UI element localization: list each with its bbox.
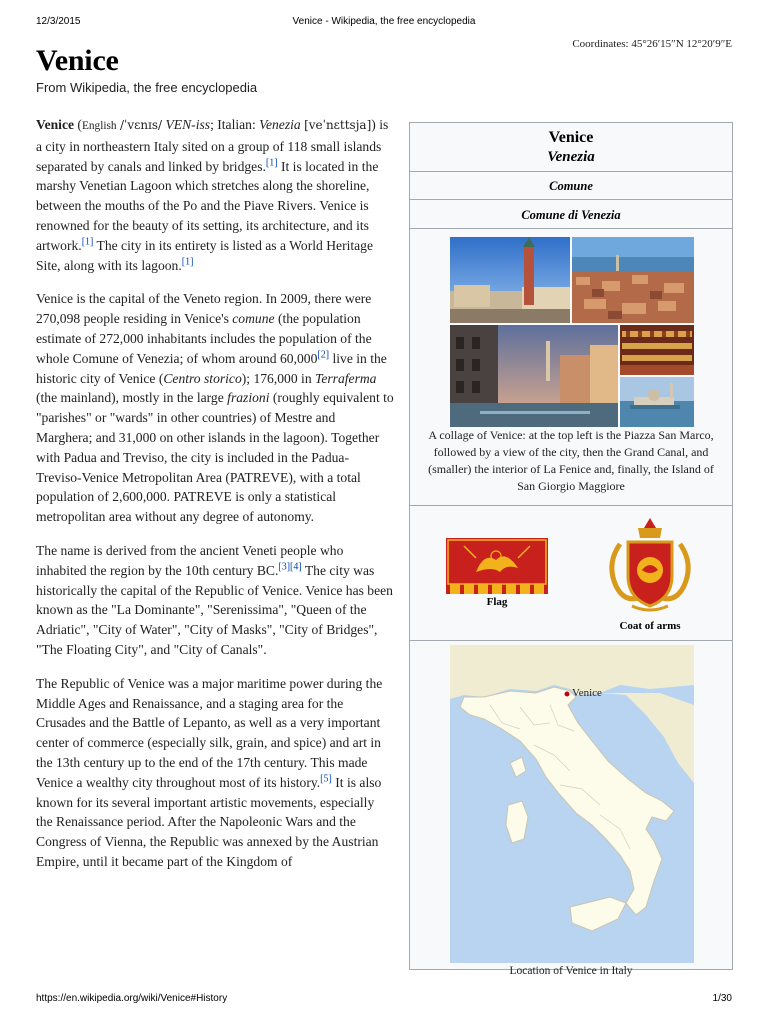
flag-label: Flag: [486, 596, 508, 608]
grand-canal-photo[interactable]: [450, 325, 618, 427]
text-run: (roughly equivalent to "parishes" or "wards" in other countries) of Mestre and Marghera; and 31,000 on other islands in the lagoon). Together with Padua and Treviso, the city is included in the Padua-Treviso-Venice Metropolitan Area (PATREVE), with a total population of 2,600,000. PATREVE is only a statistical metropolitan area without any degree of autonomy.: [36, 390, 394, 525]
text-run: The city was historically the capital of the Republic of Venice. Venice has been known as the "La Dominante", "Serenissima", "Queen of the Adriatic", "City of Water", "City of Masks", "City of Bridges", "The Floating City", and "City of Canals".: [36, 562, 393, 657]
print-date: 12/3/2015: [36, 16, 81, 27]
coordinates: [572, 38, 732, 50]
text-run: It is also known for its several important artistic movements, especially the Renaissance period. After the Napoleonic Wars and the Congress of Vienna, the Republic was annexed by the Austrian Empire, until it became part of the Kingdom of: [36, 774, 382, 869]
coordinates-link[interactable]: 45°26′15″N 12°20′9″E: [631, 38, 732, 50]
text-run: The name is derived from the ancient Veneti people who inhabited the region by the 10th century BC.: [36, 542, 344, 578]
citation-link[interactable]: [1]: [181, 256, 194, 268]
coat-of-arms-label: Coat of arms: [619, 620, 681, 632]
la-fenice-photo[interactable]: [620, 325, 694, 375]
terraferma-term[interactable]: Terraferma: [315, 370, 377, 386]
italian-name: Venezia: [259, 117, 301, 132]
article-subject: Venice: [36, 117, 75, 132]
citation-link[interactable]: [5]: [320, 773, 332, 785]
text-run: The city in its entirety is listed as a World Heritage Site, along with its lagoon.: [36, 237, 374, 273]
lang-it-label[interactable]: Italian:: [217, 117, 256, 132]
citation-link[interactable]: [2]: [317, 349, 330, 361]
locator-map[interactable]: [450, 645, 694, 963]
lang-en-label[interactable]: English: [81, 120, 117, 132]
italian-ipa[interactable]: [veˈnɛttsja]: [304, 118, 372, 132]
text-run: (the population estimate of 272,000 inhabitants includes the population of the whole Comune of Venezia; of whom around 60,000: [36, 311, 372, 366]
collage-caption: A collage of Venice: at the top left is the Piazza San Marco, followed by a view of the city, then the Grand Canal, and (smaller) the interior of La Fenice and, finally, the Island of San Giorgio Maggiore: [428, 428, 714, 493]
article-body: [36, 115, 394, 886]
coat-of-arms-image[interactable]: [598, 514, 702, 616]
city-view-photo[interactable]: [572, 237, 694, 323]
text-run: ); 176,000 in: [241, 370, 312, 386]
citation-link[interactable]: [1]: [81, 236, 94, 248]
piazza-san-marco-photo[interactable]: [450, 237, 570, 323]
comune-term[interactable]: comune: [232, 311, 275, 327]
photo-collage[interactable]: [450, 237, 694, 427]
citation-link[interactable]: [1]: [265, 157, 278, 169]
infobox-title: Venice: [548, 129, 594, 146]
text-run: It is located in the marshy Venetian Lagoon which stretches along the shoreline, between the mouths of the Po and the Piave Rivers. Venice is renowned for the beauty of its setting, its architecture, and its artwork.: [36, 158, 379, 253]
infobox: [409, 122, 733, 977]
text-run: (the mainland), mostly in the large: [36, 390, 224, 406]
symbols-block: [410, 505, 732, 641]
centro-storico-term[interactable]: Centro storico: [163, 370, 242, 386]
print-url: https://en.wikipedia.org/wiki/Venice#History: [36, 993, 228, 1004]
coordinates-label: Coordinates:: [572, 38, 629, 50]
infobox-subtitle: Venezia: [547, 149, 595, 165]
print-footer: [36, 993, 732, 1007]
text-run: live in the historic city of Venice (: [36, 350, 387, 386]
citation-link[interactable]: [3][4]: [278, 561, 302, 573]
san-giorgio-photo[interactable]: [620, 377, 694, 427]
tagline: From Wikipedia, the free encyclopedia: [36, 80, 258, 95]
text-run: The Republic of Venice was a major maritime power during the Middle Ages and Renaissance, and a staging area for the Crusades and the Battle of Lepanto, as well as a very important center of commerce (especially silk, grain, and spice) and art in the 13th century up to the end of the 17th century. This made Venice a wealthy city throughout most of its history.: [36, 675, 383, 790]
print-header: [36, 16, 732, 30]
text-run: is a city in northeastern Italy sited on a group of 118 small islands separated by canals and linked by bridges.: [36, 117, 389, 174]
respelling[interactable]: VEN-iss: [165, 117, 211, 132]
print-doc-title: Venice - Wikipedia, the free encyclopedia: [292, 16, 476, 27]
ipa-link[interactable]: /ˈvɛnɪs/: [119, 118, 163, 132]
paragraph-name: [36, 541, 394, 660]
text-run: Venice is the capital of the Veneto region. In 2009, there were 270,098 people residing in Venice's: [36, 291, 372, 327]
page-title: Venice: [36, 44, 119, 77]
paragraph-intro: Venice (English /ˈvɛnɪs/ VEN-iss; Italian: Venezia [veˈnɛttsja]) is a city in northeastern Italy sited on a group of 118 small islands separated by canals and linked by bridges.[1] It is located in the marshy Venetian Lagoon which stretches along the shoreline, between the mouths of the Po and the Piave Rivers. Venice is renowned for the beauty of its setting, its architecture, and its artwork.[1] The city in its entirety is listed as a World Heritage Site, along with its lagoon.[1]: [36, 117, 389, 273]
print-page-number: 1/30: [712, 993, 732, 1004]
infobox-official-name: Comune di Venezia: [410, 199, 732, 229]
frazioni-term[interactable]: frazioni: [227, 390, 270, 406]
map-marker-label: Venice: [572, 687, 602, 699]
map-caption: Location of Venice in Italy: [509, 965, 633, 977]
paragraph-population: [36, 289, 394, 527]
infobox-type[interactable]: Comune: [410, 171, 732, 199]
paragraph-history: [36, 674, 394, 872]
flag-image[interactable]: [446, 538, 548, 594]
